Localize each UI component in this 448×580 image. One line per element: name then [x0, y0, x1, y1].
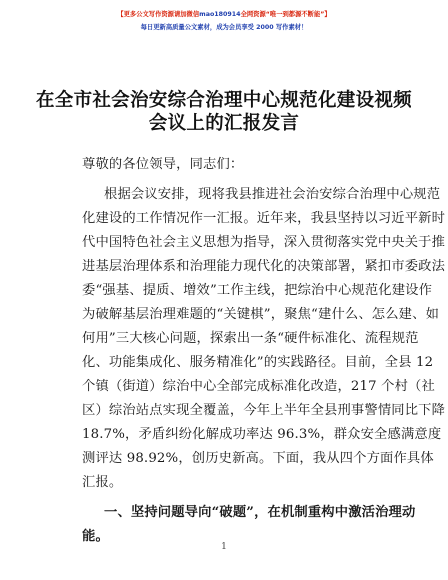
paragraph-line: 根据会议安排，现将我县推进社会治安综合治理中心规范	[104, 187, 441, 202]
promo-banner-line-1	[0, 9, 448, 18]
paragraph-line: 区）综治站点实现全覆盖，今年上半年全县刑事警情同比下降	[82, 403, 446, 418]
section-heading-line: 一、坚持问题导向“破题”，在机制重构中激活治理动	[104, 505, 416, 520]
page-number: 1	[221, 542, 227, 552]
banner-text-red: 【更多公文写作资源请加微信	[117, 11, 200, 18]
banner-text-red: 全网资源“唯一到都源不断能”】	[240, 11, 331, 18]
paragraph-line: 化、功能集成化、服务精准化”的实践路径。目前，全县 12	[82, 355, 434, 370]
document-title-line-1: 在全市社会治安综合治理中心规范化建设视频	[35, 90, 412, 111]
paragraph-line: 委“强基、提质、增效”工作主线，把综治中心规范化建设作	[82, 283, 433, 298]
paragraph-line: 个镇（街道）综治中心全部完成标准化改造，217 个村（社	[82, 379, 435, 394]
paragraph-line: 代中国特色社会主义思想为指导，深入贯彻落实党中央关于推	[82, 235, 446, 250]
salutation: 尊敬的各位领导，同志们：	[82, 157, 244, 172]
document-title-line-2: 会议上的汇报发言	[148, 113, 300, 134]
paragraph-line: 测评达 98.92%，创历史新高。下面，我从四个方面作具体	[82, 451, 434, 466]
section-heading-line: 能。	[82, 529, 109, 544]
paragraph-line: 18.7%，矛盾纠纷化解成功率达 96.3%，群众安全感满意度	[82, 427, 442, 442]
paragraph-line: 汇报。	[82, 475, 123, 490]
paragraph-line: 化建设的工作情况作一汇报。近年来，我县坚持以习近平新时	[82, 211, 446, 226]
paragraph-line: 为破解基层治理难题的“关键棋”，聚焦“建什么、怎么建、如	[82, 307, 440, 322]
paragraph-line: 进基层治理体系和治理能力现代化的决策部署，紧扣市委政法	[82, 259, 446, 274]
promo-banner-line-2: 每日更新高质量公文素材，成为会员享受 2000 写作素材！	[140, 24, 308, 31]
banner-wechat-id: mao180914	[199, 11, 241, 18]
paragraph-line: 何用”三大核心问题，探索出一条“硬件标准化、流程规范	[82, 331, 419, 346]
